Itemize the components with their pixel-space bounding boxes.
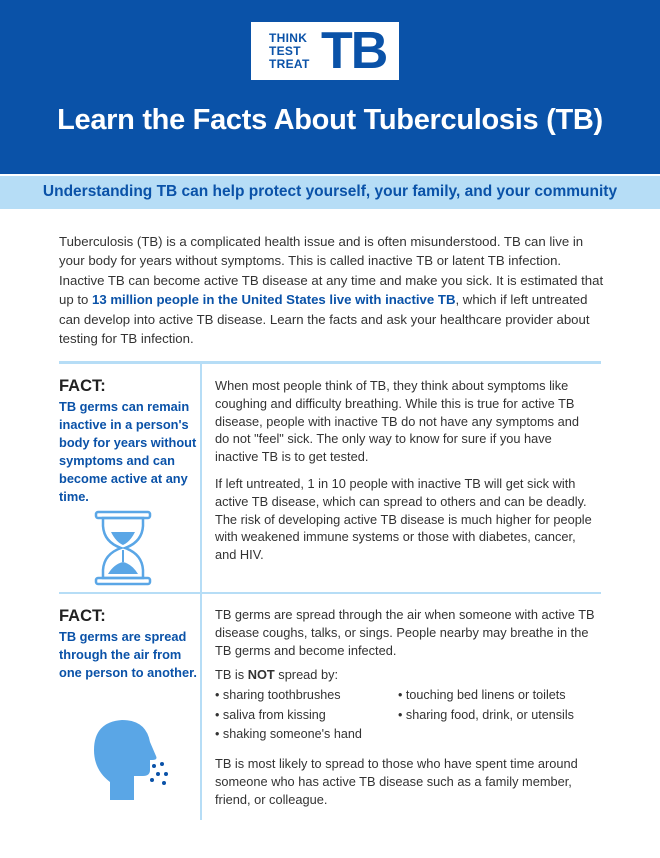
fact2-statement: TB germs are spread through the air from one person to another. [59, 629, 197, 680]
bullet-text: sharing toothbrushes [222, 688, 341, 702]
hourglass-icon [94, 510, 152, 586]
not-spread-suffix: spread by: [274, 667, 339, 682]
page-title: Learn the Facts About Tuberculosis (TB) [57, 104, 603, 136]
page-subtitle: Understanding TB can help protect yourself, your family, and your community [42, 183, 618, 200]
person-coughing-icon [80, 712, 172, 800]
divider-vertical-1 [200, 364, 202, 592]
bullet-text: saliva from kissing [222, 708, 326, 722]
bullet-right-1: • touching bed linens or toilets [398, 688, 566, 702]
intro-paragraph [59, 232, 609, 348]
bullet-text: touching bed linens or toilets [405, 688, 566, 702]
think-test-treat-logo [251, 22, 399, 80]
logo-line-test: TEST [269, 44, 301, 58]
fact2-paragraph-1: TB germs are spread through the air when someone with active TB disease coughs, talks, or sings. People nearby may breathe in the TB germs and become infected. [215, 607, 595, 658]
not-spread-prefix: TB is [215, 667, 248, 682]
intro-text-end: , which if left untreated can develop into active TB disease. Learn the facts and ask your healthcare provider about testing for TB infection. [59, 292, 590, 347]
fact1-statement: TB germs can remain inactive in a person's body for years without symptoms and can become active at any time. [59, 399, 197, 504]
logo-line-think: THINK [269, 31, 308, 45]
bullet-left-3: • shaking someone's hand [215, 727, 362, 741]
bullet-text: sharing food, drink, or utensils [405, 708, 574, 722]
divider-vertical-2 [200, 594, 202, 820]
divider-middle [59, 592, 601, 594]
logo-tb: TB [321, 22, 387, 80]
not-spread-heading [215, 666, 595, 684]
logo-words [269, 32, 310, 71]
fact2-paragraph-2: TB is most likely to spread to those who have spent time around someone who has active TB disease such as a family member, friend, or colleague. [215, 756, 578, 807]
intro-highlight: 13 million people in the United States live with inactive TB [92, 292, 456, 308]
bullet-left-2: • saliva from kissing [215, 708, 326, 722]
bullet-left-1: • sharing toothbrushes [215, 688, 341, 702]
intro-text-start: Tuberculosis (TB) is a complicated health issue and is often misunderstood. TB can live in your body for years without symptoms. This is called inactive TB or latent TB infection. Inactive TB can become active TB disease at any time and make you sick. It is estimated that up to [59, 234, 604, 308]
divider-top [59, 361, 601, 364]
fact1-paragraph-1: When most people think of TB, they think about symptoms like coughing and difficulty breathing. While this is true for active TB disease, people with inactive TB do not have any symptoms and do not "feel" sick. The only way to know for sure if you have inactive TB is to get tested. [215, 378, 579, 465]
bullet-text: shaking someone's hand [222, 727, 362, 741]
fact1-paragraph-2: If left untreated, 1 in 10 people with inactive TB will get sick with active TB disease, which can spread to others and can be deadly. The risk of developing active TB disease is much higher for people with weakened immune systems or those with diabetes, cancer, and HIV. [215, 476, 592, 563]
fact2-label: FACT: [59, 607, 106, 625]
fact1-label: FACT: [59, 377, 106, 395]
not-spread-bold: NOT [247, 667, 275, 682]
logo-line-treat: TREAT [269, 57, 310, 71]
bullet-right-2: • sharing food, drink, or utensils [398, 708, 574, 722]
